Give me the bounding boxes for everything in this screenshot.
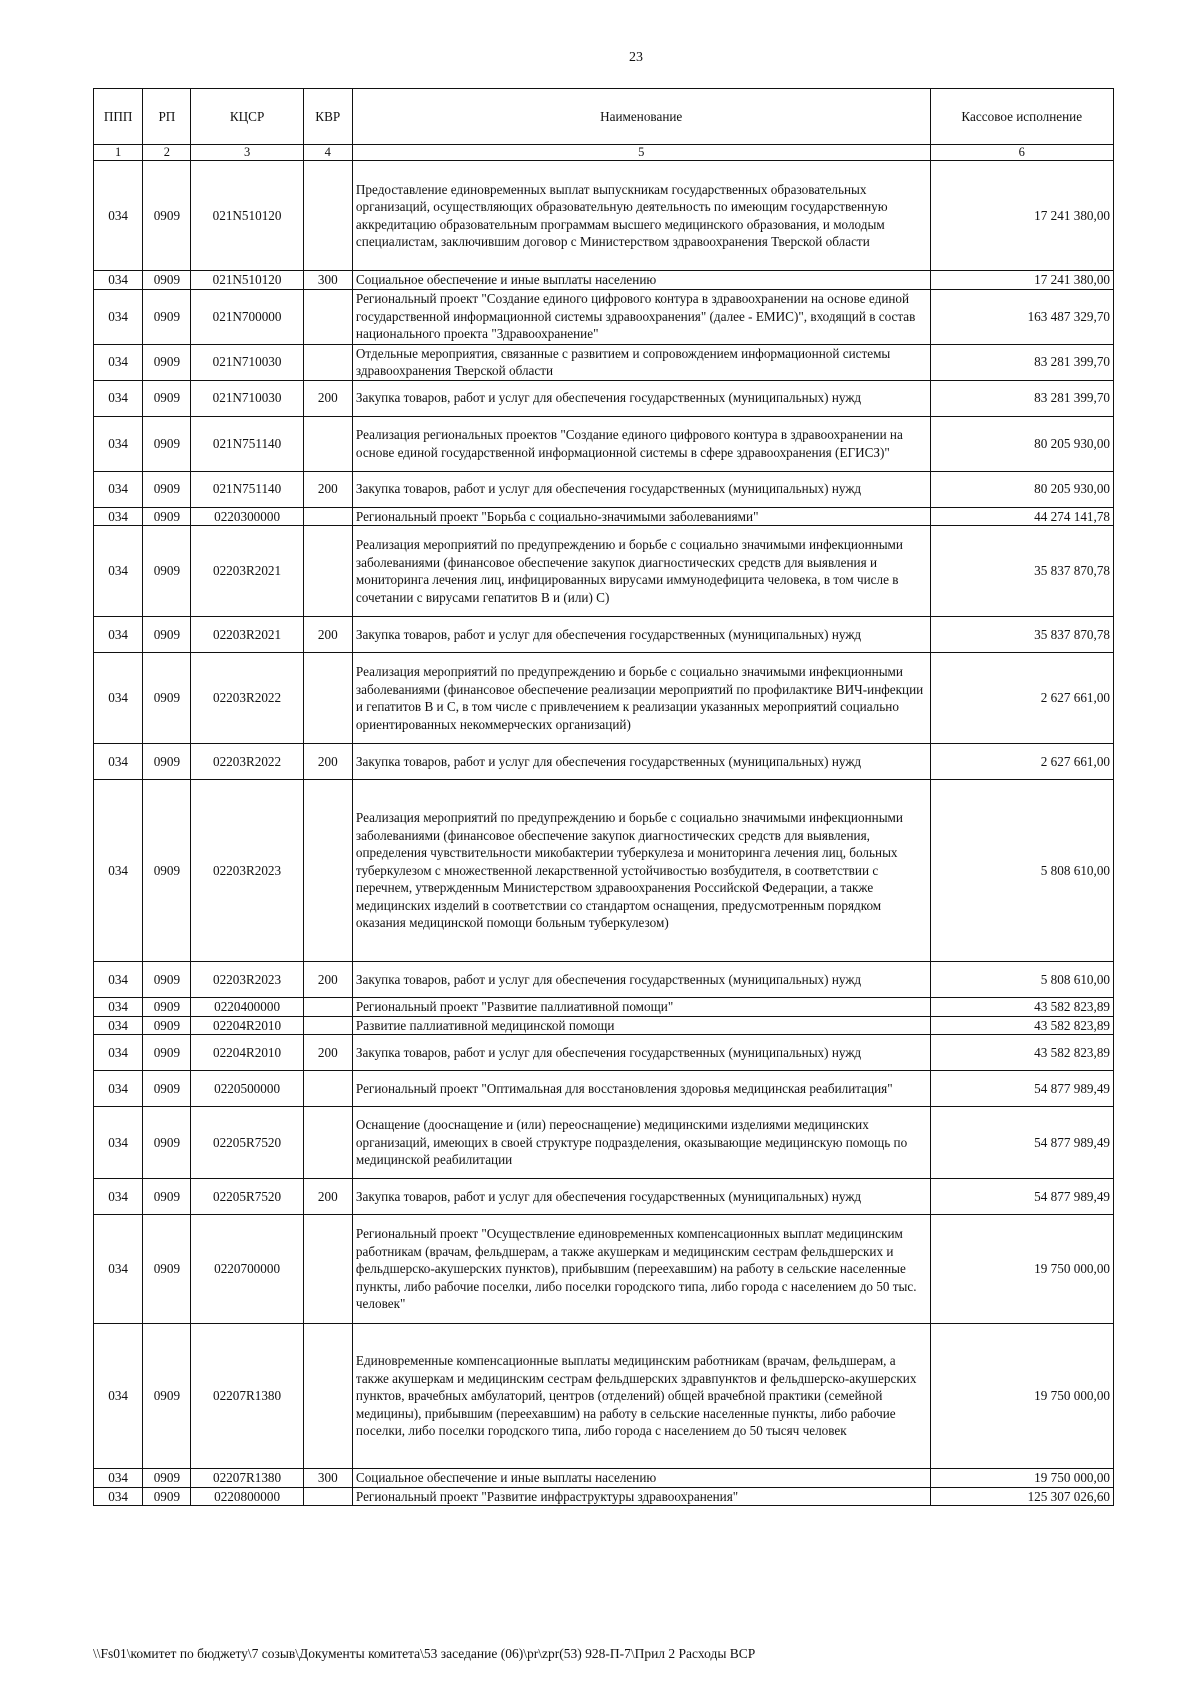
cell-kvr: 200 — [303, 1179, 352, 1215]
cell-rp: 0909 — [143, 344, 191, 380]
cell-kvr: 200 — [303, 380, 352, 416]
cell-ppp: 034 — [94, 1071, 143, 1107]
cell-kcsr: 0220700000 — [191, 1215, 303, 1324]
cell-rp: 0909 — [143, 1215, 191, 1324]
cell-kvr — [303, 1016, 352, 1035]
column-number-row — [94, 145, 1114, 161]
footer-file-path: \\Fs01\комитет по бюджету\7 созыв\Документы комитета\53 заседание (06)\pr\zpr(53) 928-П-7\Прил 2 Расходы ВСР — [93, 1646, 756, 1661]
cell-kcsr: 02204R2010 — [191, 1016, 303, 1035]
column-header-kvr: КВР — [303, 89, 352, 145]
cell-kvr — [303, 1324, 352, 1469]
cell-amount: 19 750 000,00 — [930, 1215, 1113, 1324]
cell-ppp: 034 — [94, 1179, 143, 1215]
cell-name: Региональный проект "Осуществление единовременных компенсационных выплат медицинским работникам (врачам, фельдшерам, а также акушеркам и медицинским сестрам фельдшерских и фельдшерско-акушерских пунктов), прибывшим (переехавшим) на работу в сельские населенные пункты, либо рабочие поселки, либо поселки городского типа, либо города с населением до 50 тыс. человек" — [352, 1215, 930, 1324]
table-row — [94, 1179, 1114, 1215]
cell-amount: 2 627 661,00 — [930, 744, 1113, 780]
cell-rp: 0909 — [143, 1324, 191, 1469]
cell-kcsr: 02207R1380 — [191, 1324, 303, 1469]
cell-ppp: 034 — [94, 998, 143, 1017]
table-row — [94, 507, 1114, 526]
cell-kcsr: 02203R2022 — [191, 653, 303, 744]
cell-kvr: 200 — [303, 1035, 352, 1071]
cell-ppp: 034 — [94, 1035, 143, 1071]
cell-name: Закупка товаров, работ и услуг для обеспечения государственных (муниципальных) нужд — [352, 380, 930, 416]
cell-amount: 83 281 399,70 — [930, 344, 1113, 380]
cell-kvr: 200 — [303, 617, 352, 653]
cell-kvr — [303, 526, 352, 617]
cell-kcsr: 02203R2021 — [191, 526, 303, 617]
cell-name: Закупка товаров, работ и услуг для обеспечения государственных (муниципальных) нужд — [352, 1179, 930, 1215]
cell-name: Региональный проект "Борьба с социально-значимыми заболеваниями" — [352, 507, 930, 526]
cell-amount: 35 837 870,78 — [930, 526, 1113, 617]
cell-name: Закупка товаров, работ и услуг для обеспечения государственных (муниципальных) нужд — [352, 1035, 930, 1071]
cell-amount: 2 627 661,00 — [930, 653, 1113, 744]
cell-kvr — [303, 1215, 352, 1324]
cell-ppp: 034 — [94, 780, 143, 962]
column-number: 2 — [143, 145, 191, 161]
cell-rp: 0909 — [143, 1107, 191, 1179]
table-header-row — [94, 89, 1114, 145]
cell-amount: 43 582 823,89 — [930, 1035, 1113, 1071]
cell-ppp: 034 — [94, 1469, 143, 1488]
column-number: 6 — [930, 145, 1113, 161]
table-row — [94, 380, 1114, 416]
cell-kcsr: 021N510120 — [191, 271, 303, 290]
cell-kcsr: 021N700000 — [191, 289, 303, 344]
cell-name: Реализация мероприятий по предупреждению и борьбе с социально значимыми инфекционными заболеваниями (финансовое обеспечение реализации мероприятий по профилактике ВИЧ-инфекции и гепатитов В и С, в том числе с привлечением к реализации указанных мероприятий социально ориентированных некоммерческих организаций) — [352, 653, 930, 744]
cell-kcsr: 021N710030 — [191, 344, 303, 380]
cell-rp: 0909 — [143, 526, 191, 617]
table-row — [94, 998, 1114, 1017]
column-number: 3 — [191, 145, 303, 161]
table-row — [94, 1215, 1114, 1324]
cell-name: Закупка товаров, работ и услуг для обеспечения государственных (муниципальных) нужд — [352, 744, 930, 780]
cell-rp: 0909 — [143, 1071, 191, 1107]
cell-ppp: 034 — [94, 161, 143, 271]
cell-ppp: 034 — [94, 744, 143, 780]
cell-ppp: 034 — [94, 271, 143, 290]
cell-kcsr: 021N510120 — [191, 161, 303, 271]
cell-kvr — [303, 653, 352, 744]
cell-amount: 19 750 000,00 — [930, 1324, 1113, 1469]
budget-table — [93, 88, 1114, 1506]
cell-rp: 0909 — [143, 1016, 191, 1035]
cell-name: Социальное обеспечение и иные выплаты населению — [352, 271, 930, 290]
cell-rp: 0909 — [143, 1035, 191, 1071]
cell-name: Оснащение (дооснащение и (или) переоснащение) медицинскими изделиями медицинских организаций, имеющих в своей структуре подразделения, оказывающие медицинскую помощь по медицинской реабилитации — [352, 1107, 930, 1179]
table-row — [94, 289, 1114, 344]
cell-amount: 19 750 000,00 — [930, 1469, 1113, 1488]
cell-name: Единовременные компенсационные выплаты медицинским работникам (врачам, фельдшерам, а также акушеркам и медицинским сестрам фельдшерских здравпунктов и фельдшерско-акушерских пунктов, врачебных амбулаторий, центров (отделений) общей врачебной практики (семейной медицины), прибывшим (переехавшим) на работу в сельские населенные пункты, либо рабочие поселки, либо поселки городского типа, либо города с населением до 50 тысяч человек — [352, 1324, 930, 1469]
cell-kcsr: 021N751140 — [191, 471, 303, 507]
cell-rp: 0909 — [143, 416, 191, 471]
table-row — [94, 416, 1114, 471]
cell-amount: 17 241 380,00 — [930, 271, 1113, 290]
cell-ppp: 034 — [94, 1016, 143, 1035]
column-header-ppp: ППП — [94, 89, 143, 145]
cell-amount: 43 582 823,89 — [930, 998, 1113, 1017]
cell-rp: 0909 — [143, 744, 191, 780]
column-header-rp: РП — [143, 89, 191, 145]
cell-kvr — [303, 1487, 352, 1506]
cell-ppp: 034 — [94, 653, 143, 744]
cell-rp: 0909 — [143, 1487, 191, 1506]
cell-kcsr: 02205R7520 — [191, 1107, 303, 1179]
cell-kvr: 200 — [303, 962, 352, 998]
table-row — [94, 271, 1114, 290]
cell-amount: 54 877 989,49 — [930, 1071, 1113, 1107]
column-header-name: Наименование — [352, 89, 930, 145]
cell-rp: 0909 — [143, 471, 191, 507]
cell-amount: 163 487 329,70 — [930, 289, 1113, 344]
cell-ppp: 034 — [94, 416, 143, 471]
cell-name: Региональный проект "Развитие инфраструктуры здравоохранения" — [352, 1487, 930, 1506]
cell-ppp: 034 — [94, 617, 143, 653]
table-row — [94, 1487, 1114, 1506]
cell-rp: 0909 — [143, 161, 191, 271]
cell-name: Закупка товаров, работ и услуг для обеспечения государственных (муниципальных) нужд — [352, 617, 930, 653]
cell-ppp: 034 — [94, 1324, 143, 1469]
cell-kvr — [303, 416, 352, 471]
cell-name: Закупка товаров, работ и услуг для обеспечения государственных (муниципальных) нужд — [352, 962, 930, 998]
cell-ppp: 034 — [94, 289, 143, 344]
cell-kcsr: 021N710030 — [191, 380, 303, 416]
cell-name: Отдельные мероприятия, связанные с развитием и сопровождением информационной системы здравоохранения Тверской области — [352, 344, 930, 380]
cell-ppp: 034 — [94, 1487, 143, 1506]
column-number: 5 — [352, 145, 930, 161]
cell-amount: 54 877 989,49 — [930, 1107, 1113, 1179]
cell-rp: 0909 — [143, 1179, 191, 1215]
cell-kcsr: 02203R2023 — [191, 962, 303, 998]
cell-amount: 17 241 380,00 — [930, 161, 1113, 271]
table-row — [94, 744, 1114, 780]
cell-rp: 0909 — [143, 271, 191, 290]
cell-name: Региональный проект "Развитие паллиативной помощи" — [352, 998, 930, 1017]
cell-kvr: 300 — [303, 271, 352, 290]
cell-name: Закупка товаров, работ и услуг для обеспечения государственных (муниципальных) нужд — [352, 471, 930, 507]
table-row — [94, 1107, 1114, 1179]
table-row — [94, 161, 1114, 271]
cell-kcsr: 02203R2021 — [191, 617, 303, 653]
cell-amount: 125 307 026,60 — [930, 1487, 1113, 1506]
cell-name: Реализация мероприятий по предупреждению и борьбе с социально значимыми инфекционными заболеваниями (финансовое обеспечение закупок диагностических средств для выявления, определения чувствительности микобактерии туберкулеза и мониторинга лечения лиц, больных туберкулезом с множественной лекарственной устойчивостью возбудителя, в соответствии с перечнем, утвержденным Министерством здравоохранения Российской Федерации, а также медицинских изделий в соответствии со стандартом оснащения, предусмотренным порядком оказания медицинской помощи больным туберкулезом) — [352, 780, 930, 962]
cell-kvr: 200 — [303, 744, 352, 780]
cell-kvr — [303, 161, 352, 271]
cell-ppp: 034 — [94, 526, 143, 617]
column-header-amount: Кассовое исполнение — [930, 89, 1113, 145]
cell-amount: 80 205 930,00 — [930, 471, 1113, 507]
cell-kcsr: 02203R2023 — [191, 780, 303, 962]
table-row — [94, 1071, 1114, 1107]
cell-ppp: 034 — [94, 380, 143, 416]
cell-kcsr: 0220300000 — [191, 507, 303, 526]
table-row — [94, 1035, 1114, 1071]
cell-kcsr: 02205R7520 — [191, 1179, 303, 1215]
cell-amount: 83 281 399,70 — [930, 380, 1113, 416]
cell-amount: 35 837 870,78 — [930, 617, 1113, 653]
cell-kcsr: 0220500000 — [191, 1071, 303, 1107]
cell-rp: 0909 — [143, 780, 191, 962]
cell-name: Реализация мероприятий по предупреждению и борьбе с социально значимыми инфекционными заболеваниями (финансовое обеспечение закупок диагностических средств для выявления и мониторинга лечения лиц, инфицированных вирусами иммунодефицита человека, в том числе в сочетании с вирусами гепатитов В и (или) С) — [352, 526, 930, 617]
table-row — [94, 962, 1114, 998]
cell-amount: 80 205 930,00 — [930, 416, 1113, 471]
cell-amount: 5 808 610,00 — [930, 780, 1113, 962]
table-row — [94, 1469, 1114, 1488]
cell-kvr — [303, 1107, 352, 1179]
cell-kvr — [303, 998, 352, 1017]
column-number: 1 — [94, 145, 143, 161]
cell-kcsr: 0220800000 — [191, 1487, 303, 1506]
cell-name: Развитие паллиативной медицинской помощи — [352, 1016, 930, 1035]
cell-name: Региональный проект "Оптимальная для восстановления здоровья медицинская реабилитация" — [352, 1071, 930, 1107]
cell-kcsr: 02203R2022 — [191, 744, 303, 780]
cell-amount: 44 274 141,78 — [930, 507, 1113, 526]
cell-ppp: 034 — [94, 1215, 143, 1324]
cell-rp: 0909 — [143, 617, 191, 653]
table-row — [94, 617, 1114, 653]
table-row — [94, 780, 1114, 962]
cell-ppp: 034 — [94, 507, 143, 526]
table-row — [94, 471, 1114, 507]
cell-ppp: 034 — [94, 1107, 143, 1179]
table-row — [94, 344, 1114, 380]
cell-ppp: 034 — [94, 471, 143, 507]
page-number: 23 — [629, 50, 643, 65]
cell-rp: 0909 — [143, 962, 191, 998]
cell-amount: 54 877 989,49 — [930, 1179, 1113, 1215]
cell-kvr — [303, 780, 352, 962]
cell-amount: 43 582 823,89 — [930, 1016, 1113, 1035]
cell-kvr: 300 — [303, 1469, 352, 1488]
cell-name: Предоставление единовременных выплат выпускникам государственных образовательных организаций, осуществляющих образовательную деятельность по имеющим государственную аккредитацию образовательным программам высшего медицинского образования, и молодым специалистам, заключившим договор с Министерством здравоохранения Тверской области — [352, 161, 930, 271]
cell-ppp: 034 — [94, 344, 143, 380]
cell-kvr — [303, 1071, 352, 1107]
column-header-kcsr: КЦСР — [191, 89, 303, 145]
cell-rp: 0909 — [143, 507, 191, 526]
cell-rp: 0909 — [143, 289, 191, 344]
cell-kvr — [303, 344, 352, 380]
cell-kcsr: 0220400000 — [191, 998, 303, 1017]
table-row — [94, 653, 1114, 744]
cell-kcsr: 021N751140 — [191, 416, 303, 471]
cell-kcsr: 02207R1380 — [191, 1469, 303, 1488]
cell-rp: 0909 — [143, 653, 191, 744]
column-number: 4 — [303, 145, 352, 161]
cell-rp: 0909 — [143, 1469, 191, 1488]
cell-amount: 5 808 610,00 — [930, 962, 1113, 998]
cell-name: Реализация региональных проектов "Создание единого цифрового контура в здравоохранении на основе единой государственной информационной системы в сфере здравоохранения (ЕГИСЗ)" — [352, 416, 930, 471]
cell-kvr: 200 — [303, 471, 352, 507]
table-row — [94, 526, 1114, 617]
table-row — [94, 1324, 1114, 1469]
table-body — [94, 161, 1114, 1506]
cell-kvr — [303, 289, 352, 344]
cell-rp: 0909 — [143, 380, 191, 416]
cell-kcsr: 02204R2010 — [191, 1035, 303, 1071]
cell-kvr — [303, 507, 352, 526]
cell-ppp: 034 — [94, 962, 143, 998]
cell-rp: 0909 — [143, 998, 191, 1017]
cell-name: Социальное обеспечение и иные выплаты населению — [352, 1469, 930, 1488]
cell-name: Региональный проект "Создание единого цифрового контура в здравоохранении на основе единой государственной информационной системы здравоохранения" (далее - ЕМИС)", входящий в состав национального проекта "Здравоохранение" — [352, 289, 930, 344]
table-row — [94, 1016, 1114, 1035]
